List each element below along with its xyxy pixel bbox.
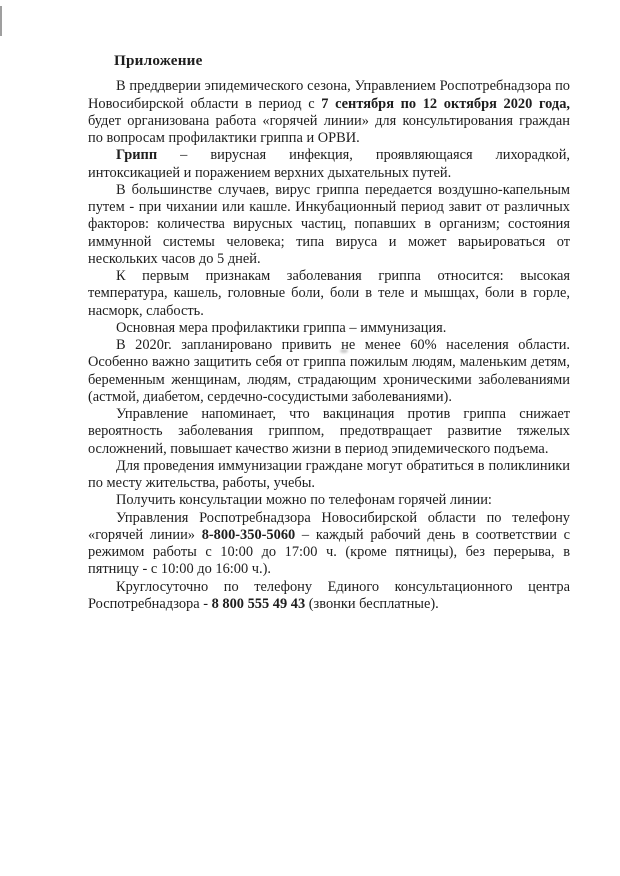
- text-run: Управление напоминает, что вакцинация против гриппа снижает: [116, 406, 570, 422]
- text-run: – каждый рабочий день в соответствии с: [295, 526, 571, 543]
- text-run: осложнений, повышает качество жизни в период эпидемического подъема.: [88, 440, 549, 457]
- text-line: [88, 113, 570, 130]
- paragraph: [88, 182, 570, 268]
- text-line: [88, 234, 570, 251]
- text-run: Управления Роспотребнадзора Новосибирской области по телефону: [116, 509, 570, 526]
- text-run: пятницу - с 10:00 до 16:00 ч.).: [88, 561, 271, 578]
- text-run: В преддверии эпидемического сезона, Управлением Роспотребнадзора по: [116, 78, 570, 95]
- text-line: [88, 406, 570, 423]
- text-run: интоксикацией и поражением верхних дыхательных путей.: [88, 164, 452, 181]
- text-run: путем - при чихании или кашле. Инкубационный период завит от различных: [88, 199, 570, 215]
- text-run: факторов: количества вирусных частиц, попавших в организм; состояния: [88, 216, 570, 233]
- text-line: [88, 579, 570, 596]
- text-line: [88, 544, 570, 561]
- text-run: вероятность заболевания гриппом, предотвращает развитие тяжелых: [88, 423, 570, 440]
- text-line: [88, 251, 570, 268]
- document-title: Приложение: [114, 52, 203, 69]
- text-run: по вопросам профилактики гриппа и ОРВИ.: [88, 130, 360, 146]
- scan-edge-artifact: [0, 6, 2, 36]
- text-run: насморк, слабость.: [88, 302, 204, 319]
- paragraph: [88, 510, 570, 579]
- paragraph: [88, 337, 570, 406]
- text-run: – вирусная инфекция, проявляющаяся лихорадкой,: [157, 147, 570, 164]
- text-line: [88, 165, 570, 182]
- document-content: [88, 52, 570, 613]
- text-run: К первым признакам заболевания гриппа относится: высокая: [116, 268, 570, 284]
- text-line: [88, 423, 570, 440]
- paragraph: [88, 147, 570, 182]
- paragraph: [88, 78, 570, 147]
- text-run: В 2020г. запланировано привить не менее 60% населения области.: [116, 337, 570, 353]
- text-run: режимом работы с 10:00 до 17:00 ч. (кроме пятницы), без перерыва, в: [88, 544, 570, 560]
- text-run: Основная мера профилактики гриппа – иммунизация.: [116, 319, 447, 336]
- text-line: [88, 510, 570, 527]
- text-run: нескольких часов до 5 дней.: [88, 250, 261, 267]
- text-run: Особенно важно защитить себя от гриппа пожилым людям, маленьким детям,: [88, 354, 570, 371]
- paragraph: [88, 268, 570, 320]
- text-run: В большинстве случаев, вирус гриппа передается воздушно-капельным: [116, 181, 570, 198]
- text-line: [88, 492, 570, 509]
- paragraph: [88, 492, 570, 509]
- text-line: [88, 216, 570, 233]
- text-run: Новосибирской области в период с: [88, 95, 322, 112]
- text-line: [88, 96, 570, 113]
- text-run: Для проведения иммунизации граждане могут обратиться в поликлиники: [116, 457, 570, 474]
- text-run: иммунной системы человека; типа вируса и может варьироваться от: [88, 233, 570, 250]
- text-run: температура, кашель, головные боли, боли в теле и мышцах, боли в горле,: [88, 285, 570, 302]
- paragraph: [88, 320, 570, 337]
- text-line: [88, 268, 570, 285]
- document-body: [88, 78, 570, 613]
- text-line: [88, 199, 570, 216]
- text-line: [88, 130, 570, 147]
- text-line: [88, 354, 570, 371]
- text-run: Круглосуточно по телефону Единого консультационного центра: [116, 578, 570, 595]
- text-line: [88, 78, 570, 95]
- text-line: [88, 561, 570, 578]
- paragraph: [88, 579, 570, 614]
- text-run: по месту жительства, работы, учебы.: [88, 475, 316, 491]
- text-run: «горячей линии»: [88, 526, 202, 543]
- text-line: [88, 372, 570, 389]
- text-run: беременным женщинам, людям, страдающим хроническими заболеваниями: [88, 371, 570, 388]
- text-run: будет организована работа «горячей линии» для консультирования граждан: [88, 112, 570, 129]
- text-run: Роспотребнадзора -: [88, 595, 212, 612]
- paragraph: [88, 458, 570, 493]
- text-line: [88, 527, 570, 544]
- bold-text-run: 7 сентября по 12 октября 2020 года,: [321, 95, 570, 112]
- text-line: [88, 475, 570, 492]
- text-line: [88, 441, 570, 458]
- text-run: (звонки бесплатные).: [305, 595, 439, 612]
- text-run: Получить консультации можно по телефонам горячей линии:: [116, 492, 492, 509]
- text-line: [88, 303, 570, 320]
- paragraph: [88, 406, 570, 458]
- text-line: [88, 596, 570, 613]
- bold-text-run: 8 800 555 49 43: [211, 595, 306, 612]
- text-line: [88, 389, 570, 406]
- text-line: [88, 320, 570, 337]
- text-run: (астмой, диабетом, сердечно-сосудистыми заболеваниями).: [88, 388, 452, 405]
- text-line: [88, 285, 570, 302]
- text-line: [88, 337, 570, 354]
- bold-text-run: 8-800-350-5060: [201, 526, 296, 543]
- bold-text-run: Грипп: [116, 147, 158, 164]
- text-line: [88, 182, 570, 199]
- text-line: [88, 458, 570, 475]
- text-line: [88, 147, 570, 164]
